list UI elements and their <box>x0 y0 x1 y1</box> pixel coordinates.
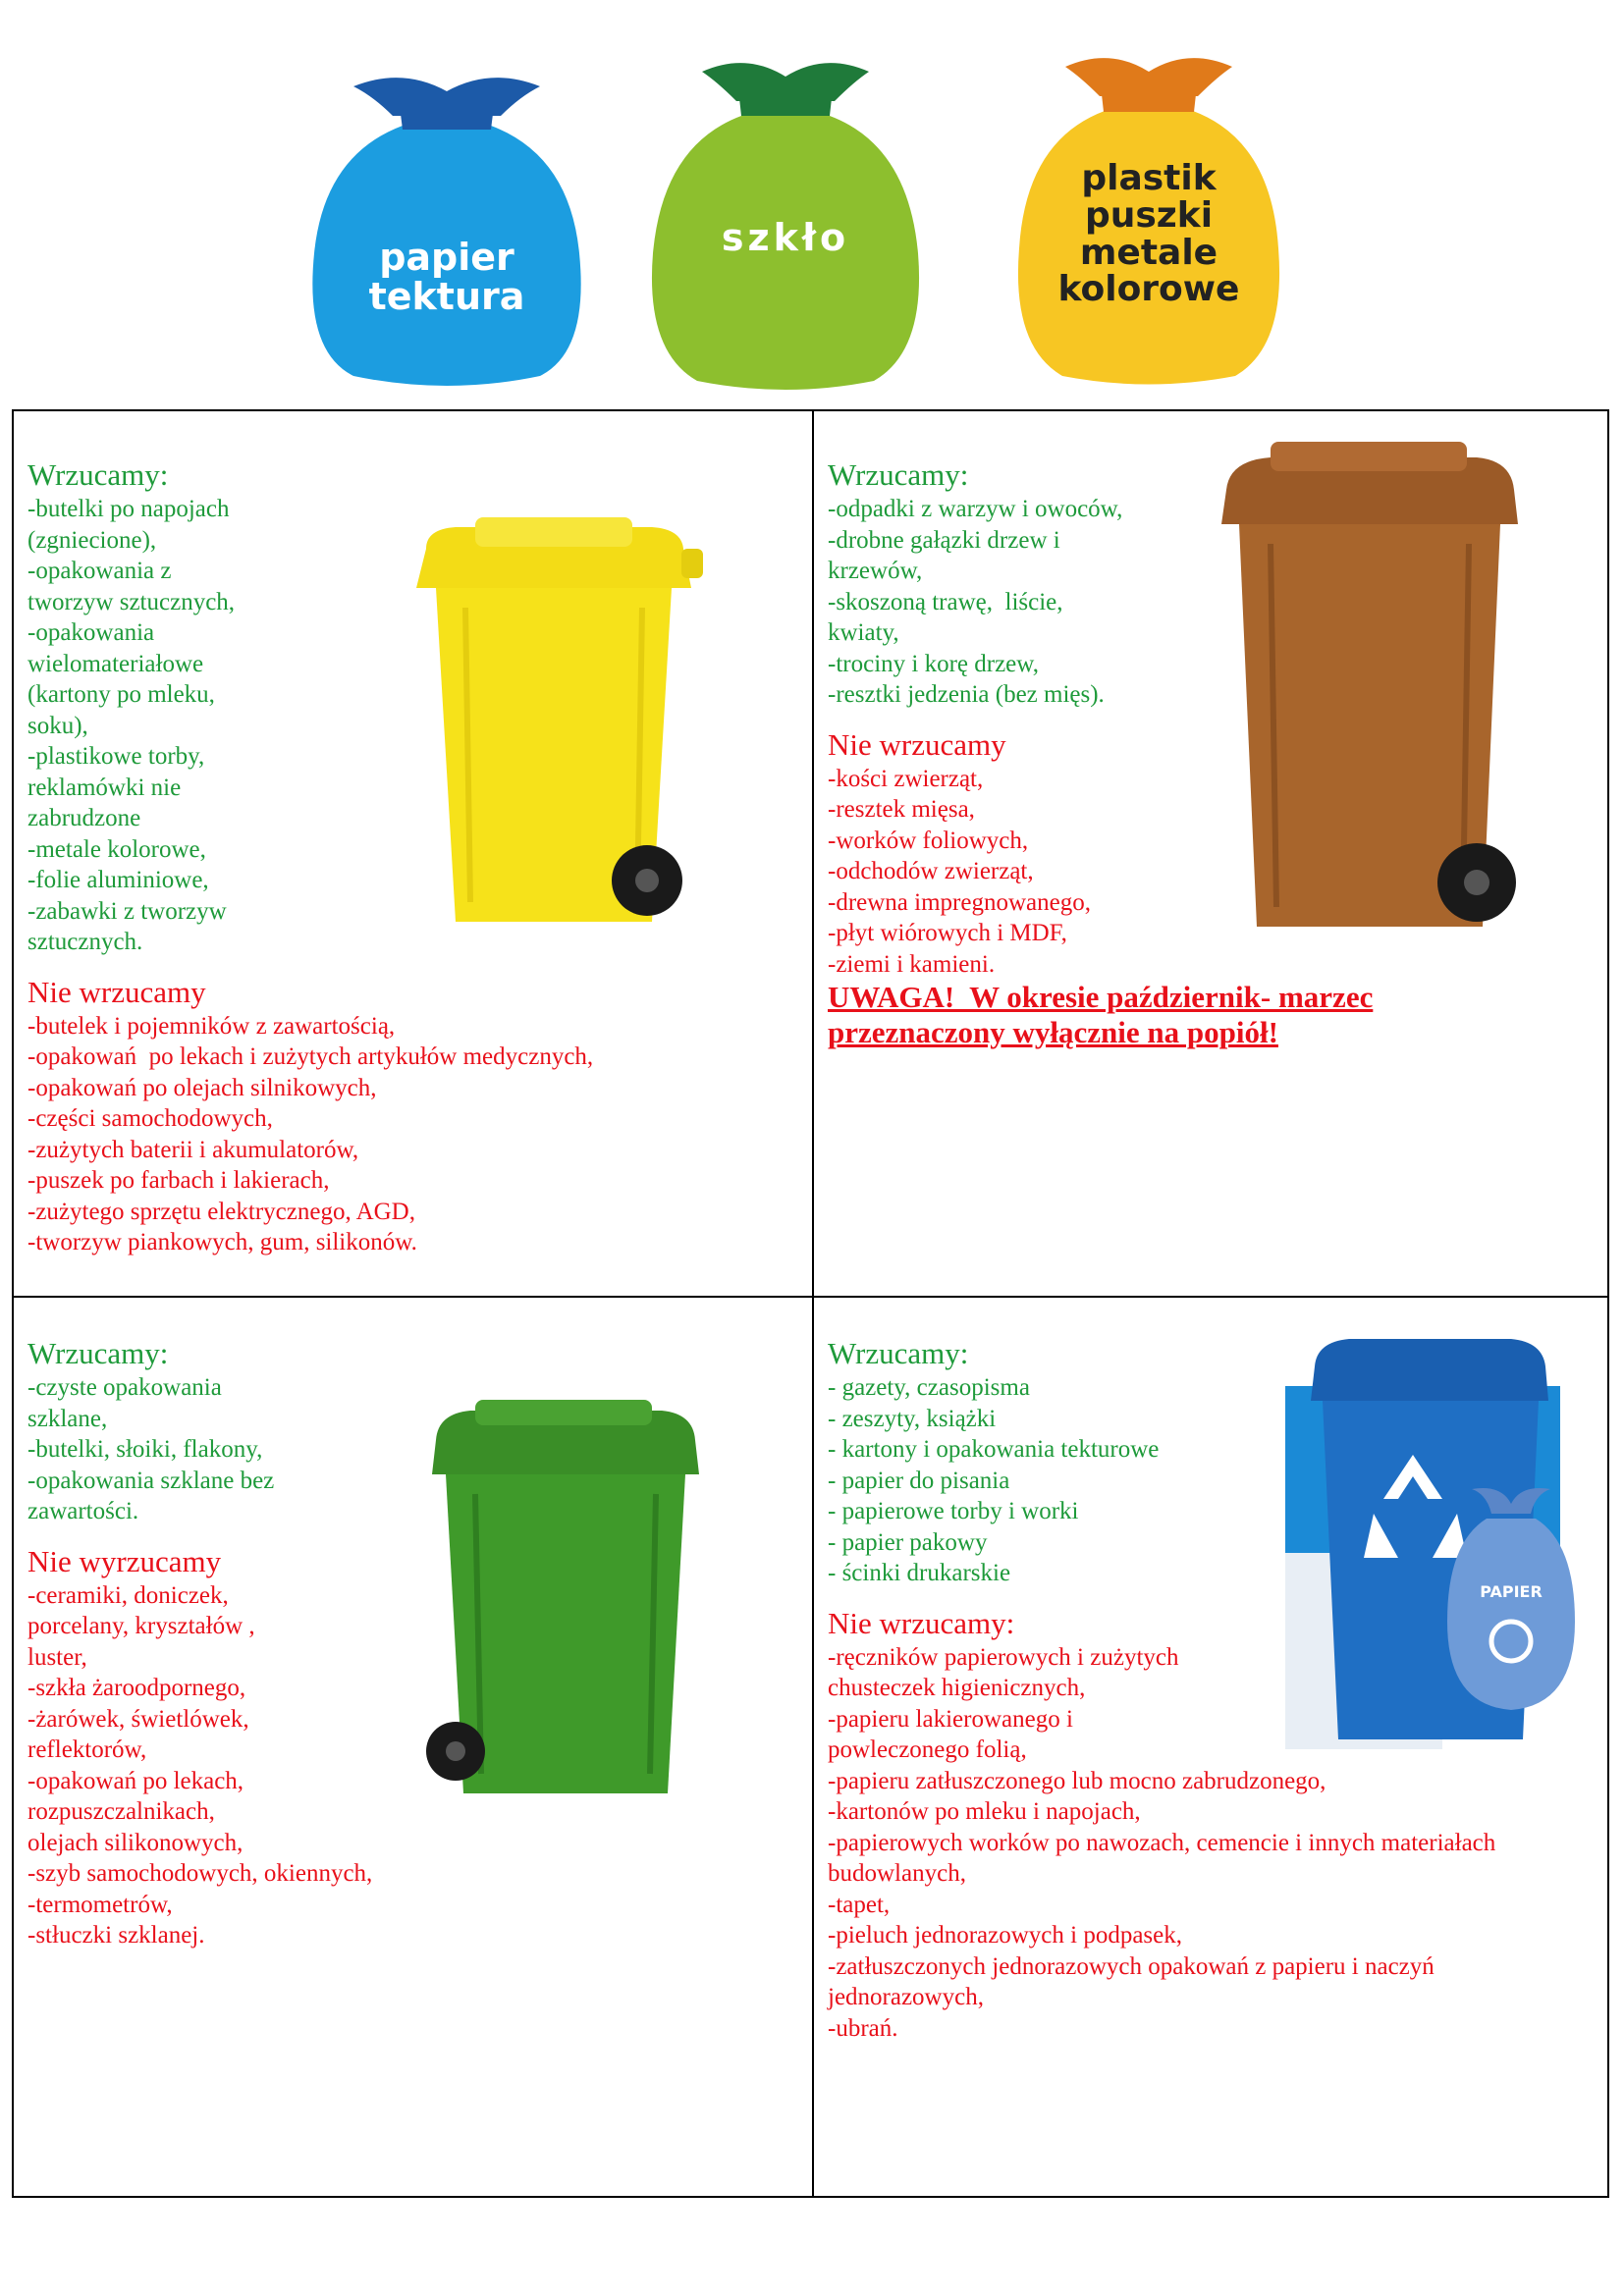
blue-bag-icon <box>285 57 609 396</box>
blue-bin-cell <box>814 1298 1609 2198</box>
list-item: -ziemi i kamieni. <box>828 950 996 978</box>
green-heading-out: Nie wyrzucamy <box>27 1543 222 1578</box>
brown-bin-cell <box>814 411 1609 1296</box>
list-item: -ubrań. <box>828 2014 898 2042</box>
list-item: sztucznych. <box>27 929 143 955</box>
yellow-heading-in: Wrzucamy: <box>27 457 169 492</box>
list-item: krzewów, <box>828 558 923 584</box>
bag-label-line: papier <box>379 236 514 279</box>
bag-label-line: kolorowe <box>1057 269 1240 310</box>
bag-label-line: tektura <box>368 274 525 318</box>
list-item: jednorazowych, <box>828 1984 984 2010</box>
list-item: -zabawki z tworzyw <box>27 897 227 925</box>
list-item: -folie aluminiowe, <box>27 867 209 893</box>
list-item: -papieru lakierowanego i <box>828 1705 1073 1733</box>
list-item: -butelek i pojemników z zawartością, <box>27 1012 396 1040</box>
list-item: -resztek mięsa, <box>828 796 975 823</box>
brown-heading-in: Wrzucamy: <box>828 457 969 492</box>
blue-heading-out: Nie wrzucamy: <box>828 1605 1015 1640</box>
list-item: -żarówek, świetlówek, <box>27 1705 249 1733</box>
brown-warning: przeznaczony wyłącznie na popiół! <box>828 1015 1278 1049</box>
header-bags <box>245 37 1355 402</box>
list-item: -odchodów zwierząt, <box>828 858 1034 884</box>
list-item: -papierowych worków po nawozach, cemencie i innych materiałach <box>828 1829 1496 1856</box>
list-item: -metale kolorowe, <box>27 835 206 863</box>
list-item: szklane, <box>27 1405 108 1432</box>
brown-warning: UWAGA! W okresie październik- marzec <box>828 980 1374 1014</box>
green-bin-icon <box>416 1396 711 1808</box>
yellow-bin-cell <box>14 411 812 1296</box>
list-item: porcelany, kryształów , <box>27 1613 255 1639</box>
list-item: -odpadki z warzyw i owoców, <box>828 496 1123 522</box>
list-item: -papieru zatłuszczonego lub mocno zabrudzonego, <box>828 1767 1326 1794</box>
list-item: -ręczników papierowych i zużytych <box>828 1643 1179 1671</box>
list-item: -części samochodowych, <box>27 1105 273 1132</box>
list-item: powleczonego folią, <box>828 1736 1027 1763</box>
green-bin-cell <box>14 1298 812 2198</box>
list-item: -butelki po napojach <box>27 496 230 522</box>
sorting-table <box>12 409 1609 2198</box>
list-item: olejach silikonowych, <box>27 1829 244 1856</box>
bag-label-line: szkło <box>721 216 850 259</box>
list-item: -tworzyw piankowych, gum, silikonów. <box>27 1229 417 1255</box>
list-item: (kartony po mleku, <box>27 681 215 708</box>
blue-bag <box>285 57 609 396</box>
list-item: -drobne gałązki drzew i <box>828 526 1060 554</box>
list-item: luster, <box>27 1643 87 1671</box>
list-item: (zgniecione), <box>27 526 157 554</box>
list-item: - ścinki drukarskie <box>828 1560 1011 1586</box>
green-bag <box>623 47 947 400</box>
list-item: soku), <box>27 712 88 739</box>
list-item: zabrudzone <box>27 805 141 831</box>
list-item: -termometrów, <box>27 1891 173 1918</box>
list-item: -stłuczki szklanej. <box>27 1922 205 1949</box>
list-item: -ceramiki, doniczek, <box>27 1581 229 1609</box>
list-item: -kartonów po mleku i napojach, <box>828 1798 1141 1825</box>
list-item: -worków foliowych, <box>828 827 1029 854</box>
list-item: -zatłuszczonych jednorazowych opakowań z papieru i naczyń <box>828 1952 1435 1980</box>
green-heading-in: Wrzucamy: <box>27 1336 169 1370</box>
list-item: -resztki jedzenia (bez mięs). <box>828 681 1105 708</box>
list-item: reklamówki nie <box>27 774 182 801</box>
list-item: - papier pakowy <box>828 1528 988 1556</box>
list-item: -zużytych baterii i akumulatorów, <box>27 1136 359 1163</box>
list-item: -szyb samochodowych, okiennych, <box>27 1860 373 1887</box>
list-item: -butelki, słoiki, flakony, <box>27 1436 263 1463</box>
list-item: -płyt wiórowych i MDF, <box>828 920 1067 946</box>
list-item: wielomateriałowe <box>27 650 204 677</box>
list-item: - gazety, czasopisma <box>828 1374 1030 1401</box>
list-item: - zeszyty, książki <box>828 1405 997 1432</box>
list-item: rozpuszczalnikach, <box>27 1798 215 1825</box>
brown-heading-out: Nie wrzucamy <box>828 726 1006 762</box>
list-item: - kartony i opakowania tekturowe <box>828 1436 1160 1463</box>
list-item: -opakowań po olejach silnikowych, <box>27 1074 377 1101</box>
list-item: -tapet, <box>828 1891 891 1918</box>
list-item: -drewna impregnowanego, <box>828 888 1091 916</box>
list-item: -kości zwierząt, <box>828 765 984 792</box>
list-item: -pieluch jednorazowych i podpasek, <box>828 1922 1182 1949</box>
list-item: - papier do pisania <box>828 1467 1010 1494</box>
list-item: zawartości. <box>27 1498 139 1524</box>
list-item: -opakowania <box>27 619 155 646</box>
list-item: budowlanych, <box>828 1860 966 1887</box>
list-item: -opakowań po lekach i zużytych artykułów medycznych, <box>27 1043 594 1070</box>
list-item: -opakowania szklane bez <box>27 1467 275 1494</box>
list-item: -zużytego sprzętu elektrycznego, AGD, <box>27 1198 415 1225</box>
bag-label-line: plastik <box>1081 158 1217 198</box>
list-item: reflektorów, <box>27 1736 147 1763</box>
paper-bag-label: PAPIER <box>1480 1582 1543 1601</box>
list-item: -opakowań po lekach, <box>27 1767 244 1794</box>
list-item: -trociny i korę drzew, <box>828 650 1039 677</box>
list-item: -opakowania z <box>27 558 172 584</box>
yellow-heading-out: Nie wrzucamy <box>27 974 206 1009</box>
list-item: - papierowe torby i worki <box>828 1498 1079 1524</box>
list-item: tworzyw sztucznych, <box>27 588 236 615</box>
bag-label-line: puszki <box>1084 194 1214 236</box>
list-item: -czyste opakowania <box>27 1374 222 1401</box>
bag-label-line: metale <box>1079 232 1218 273</box>
list-item: -szkła żaroodpornego, <box>27 1675 246 1701</box>
blue-heading-in: Wrzucamy: <box>828 1336 969 1370</box>
list-item: chusteczek higienicznych, <box>828 1675 1086 1701</box>
list-item: -puszek po farbach i lakierach, <box>27 1167 330 1194</box>
list-item: kwiaty, <box>828 619 899 646</box>
list-item: -skoszoną trawę, liście, <box>828 588 1063 615</box>
yellow-bag <box>992 47 1306 396</box>
list-item: -plastikowe torby, <box>27 743 205 770</box>
